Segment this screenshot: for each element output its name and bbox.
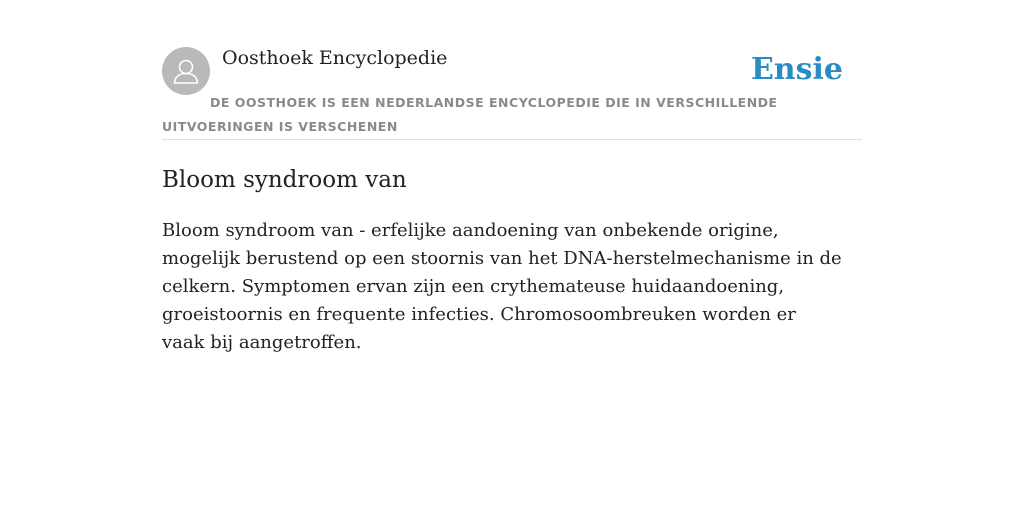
user-icon[interactable] [162,47,210,95]
site-tagline: DE OOSTHOEK IS EEN NEDERLANDSE ENCYCLOPEDIE DIE IN VERSCHILLENDE UITVOERINGEN IS VERSCHENEN [162,95,778,134]
brand-logo-link[interactable]: Ensie [750,52,843,87]
article-title: Bloom syndroom van [162,167,407,193]
site-name[interactable]: Oosthoek Encyclopedie [222,47,448,69]
user-icon-graphic [162,47,210,95]
article-body: Bloom syndroom van - erfelijke aandoening van onbekende origine, mogelijk berustend op een stoornis van het DNA-herstelmechanisme in de celkern. Symptomen ervan zijn een crythemateuse huidaandoening, groeistoornis en frequente infecties. Chromosoombreuken worden er vaak bij aangetroffen. [162,220,842,353]
site-header [162,46,862,140]
page-container [162,46,862,357]
